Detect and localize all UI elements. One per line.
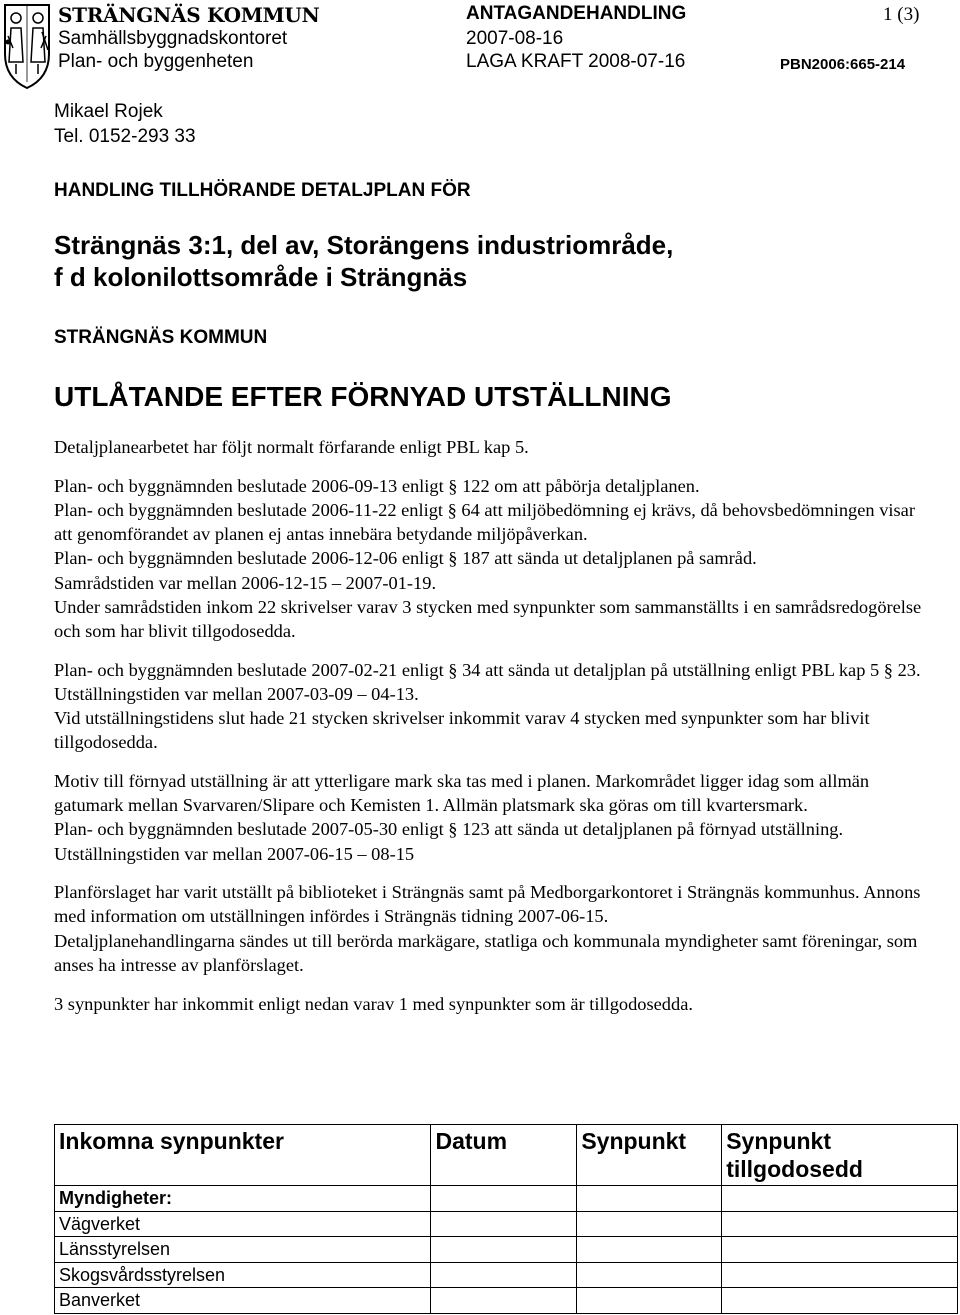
table-cell xyxy=(577,1237,722,1263)
organization-name: STRÄNGNÄS KOMMUN xyxy=(58,3,320,27)
table-cell xyxy=(431,1262,577,1288)
table-row xyxy=(55,1237,958,1263)
table-cell xyxy=(722,1186,958,1212)
paragraph: Vid utställningstidens slut hade 21 stycken skrivelser inkommit varav 4 stycken med synpunkter som har blivit tillgodosedda. xyxy=(54,708,870,753)
department-unit: Plan- och byggenheten xyxy=(58,51,254,72)
municipality-heading: STRÄNGNÄS KOMMUN xyxy=(54,327,268,348)
table-row xyxy=(55,1186,958,1212)
table-cell xyxy=(577,1186,722,1212)
table-cell: Skogsvårdsstyrelsen xyxy=(55,1262,431,1288)
table-cell: Länsstyrelsen xyxy=(55,1237,431,1263)
table-cell xyxy=(722,1262,958,1288)
column-header: Synpunkt tillgodosedd xyxy=(722,1125,958,1186)
document-date: 2007-08-16 xyxy=(466,28,564,49)
paragraph: Plan- och byggnämnden beslutade 2007-05-30 enligt § 123 att sända ut detaljplanen på förnyad utställning. Utställningstiden var mellan 2007-06-15 – 08-15 xyxy=(54,819,844,864)
column-header: Inkomna synpunkter xyxy=(55,1125,431,1186)
table-cell: Vägverket xyxy=(55,1211,431,1237)
document-type: ANTAGANDEHANDLING xyxy=(466,3,687,24)
comments-table xyxy=(54,1124,958,1314)
table-cell xyxy=(722,1288,958,1314)
plan-title-line2: f d kolonilottsområde i Strängnäs xyxy=(54,262,468,292)
paragraph: Plan- och byggnämnden beslutade 2006-09-13 enligt § 122 om att påbörja detaljplanen. xyxy=(54,475,700,496)
table-cell xyxy=(431,1211,577,1237)
department-office: Samhällsbyggnadskontoret xyxy=(58,28,288,49)
table-cell: Banverket xyxy=(55,1288,431,1314)
paragraph: 3 synpunkter har inkommit enligt nedan varav 1 med synpunkter som är tillgodosedda. xyxy=(54,993,693,1014)
paragraph: Detaljplanearbetet har följt normalt förfarande enligt PBL kap 5. xyxy=(54,437,529,457)
paragraph: Plan- och byggnämnden beslutade 2007-02-21 enligt § 34 att sända ut detaljplan på utställning enligt PBL kap 5 § 23. Utställningstiden var mellan 2007-03-09 – 04-13. xyxy=(54,659,921,704)
reference-number: PBN2006:665-214 xyxy=(780,56,906,73)
plan-title-line1: Strängnäs 3:1, del av, Storängens industriområde, xyxy=(54,230,674,260)
column-header: Datum xyxy=(431,1125,577,1186)
table-row xyxy=(55,1288,958,1314)
paragraph: Plan- och byggnämnden beslutade 2006-11-22 enligt § 64 att miljöbedömning ej krävs, då behovsbedömningen visar att genomförandet av planen ej antas innebära betydande miljöpåverkan. xyxy=(54,499,915,545)
table-header-row xyxy=(55,1125,958,1186)
table-cell xyxy=(431,1186,577,1212)
column-header: Synpunkt xyxy=(577,1125,722,1186)
table-cell xyxy=(722,1237,958,1263)
table-cell xyxy=(577,1211,722,1237)
table-cell xyxy=(431,1288,577,1314)
paragraph: Plan- och byggnämnden beslutade 2006-12-06 enligt § 187 att sända ut detaljplanen på samråd. xyxy=(54,548,757,569)
paragraph: Detaljplanehandlingarna sändes ut till berörda markägare, statliga och kommunala myndigheter samt föreningar, som anses ha intresse av planförslaget. xyxy=(54,930,918,975)
table-row xyxy=(55,1211,958,1237)
body-text xyxy=(54,435,934,1016)
contact-name: Mikael Rojek xyxy=(54,101,163,122)
table-cell xyxy=(577,1288,722,1314)
paragraph: Under samrådstiden inkom 22 skrivelser varav 3 stycken med synpunkter som sammanställts i en samrådsredogörelse och som har blivit tillgodosedda. xyxy=(54,596,922,641)
table-cell xyxy=(577,1262,722,1288)
table-cell xyxy=(722,1211,958,1237)
table-cell: Myndigheter: xyxy=(55,1186,431,1212)
document-heading: HANDLING TILLHÖRANDE DETALJPLAN FÖR xyxy=(54,180,471,201)
paragraph: Samrådstiden var mellan 2006-12-15 – 2007-01-19. xyxy=(54,572,437,593)
legal-force-date: LAGA KRAFT 2008-07-16 xyxy=(466,51,686,72)
contact-phone: Tel. 0152-293 33 xyxy=(54,126,196,147)
coat-of-arms-icon xyxy=(2,2,52,90)
table-cell xyxy=(431,1237,577,1263)
paragraph: Planförslaget har varit utställt på biblioteket i Strängnäs samt på Medborgarkontoret i Strängnäs kommunhus. Annons med information om utställningen infördes i Strängnäs tidning 2007-06-15. xyxy=(54,882,921,927)
statement-heading: UTLÅTANDE EFTER FÖRNYAD UTSTÄLLNING xyxy=(54,381,672,412)
table-row xyxy=(55,1262,958,1288)
paragraph: Motiv till förnyad utställning är att ytterligare mark ska tas med i planen. Markområdet ligger idag som allmän gatumark mellan Svarvaren/Slipare och Kemisten 1. Allmän platsmark ska göras om till kvartersmark. xyxy=(54,770,870,816)
page-number: 1 (3) xyxy=(883,4,920,25)
